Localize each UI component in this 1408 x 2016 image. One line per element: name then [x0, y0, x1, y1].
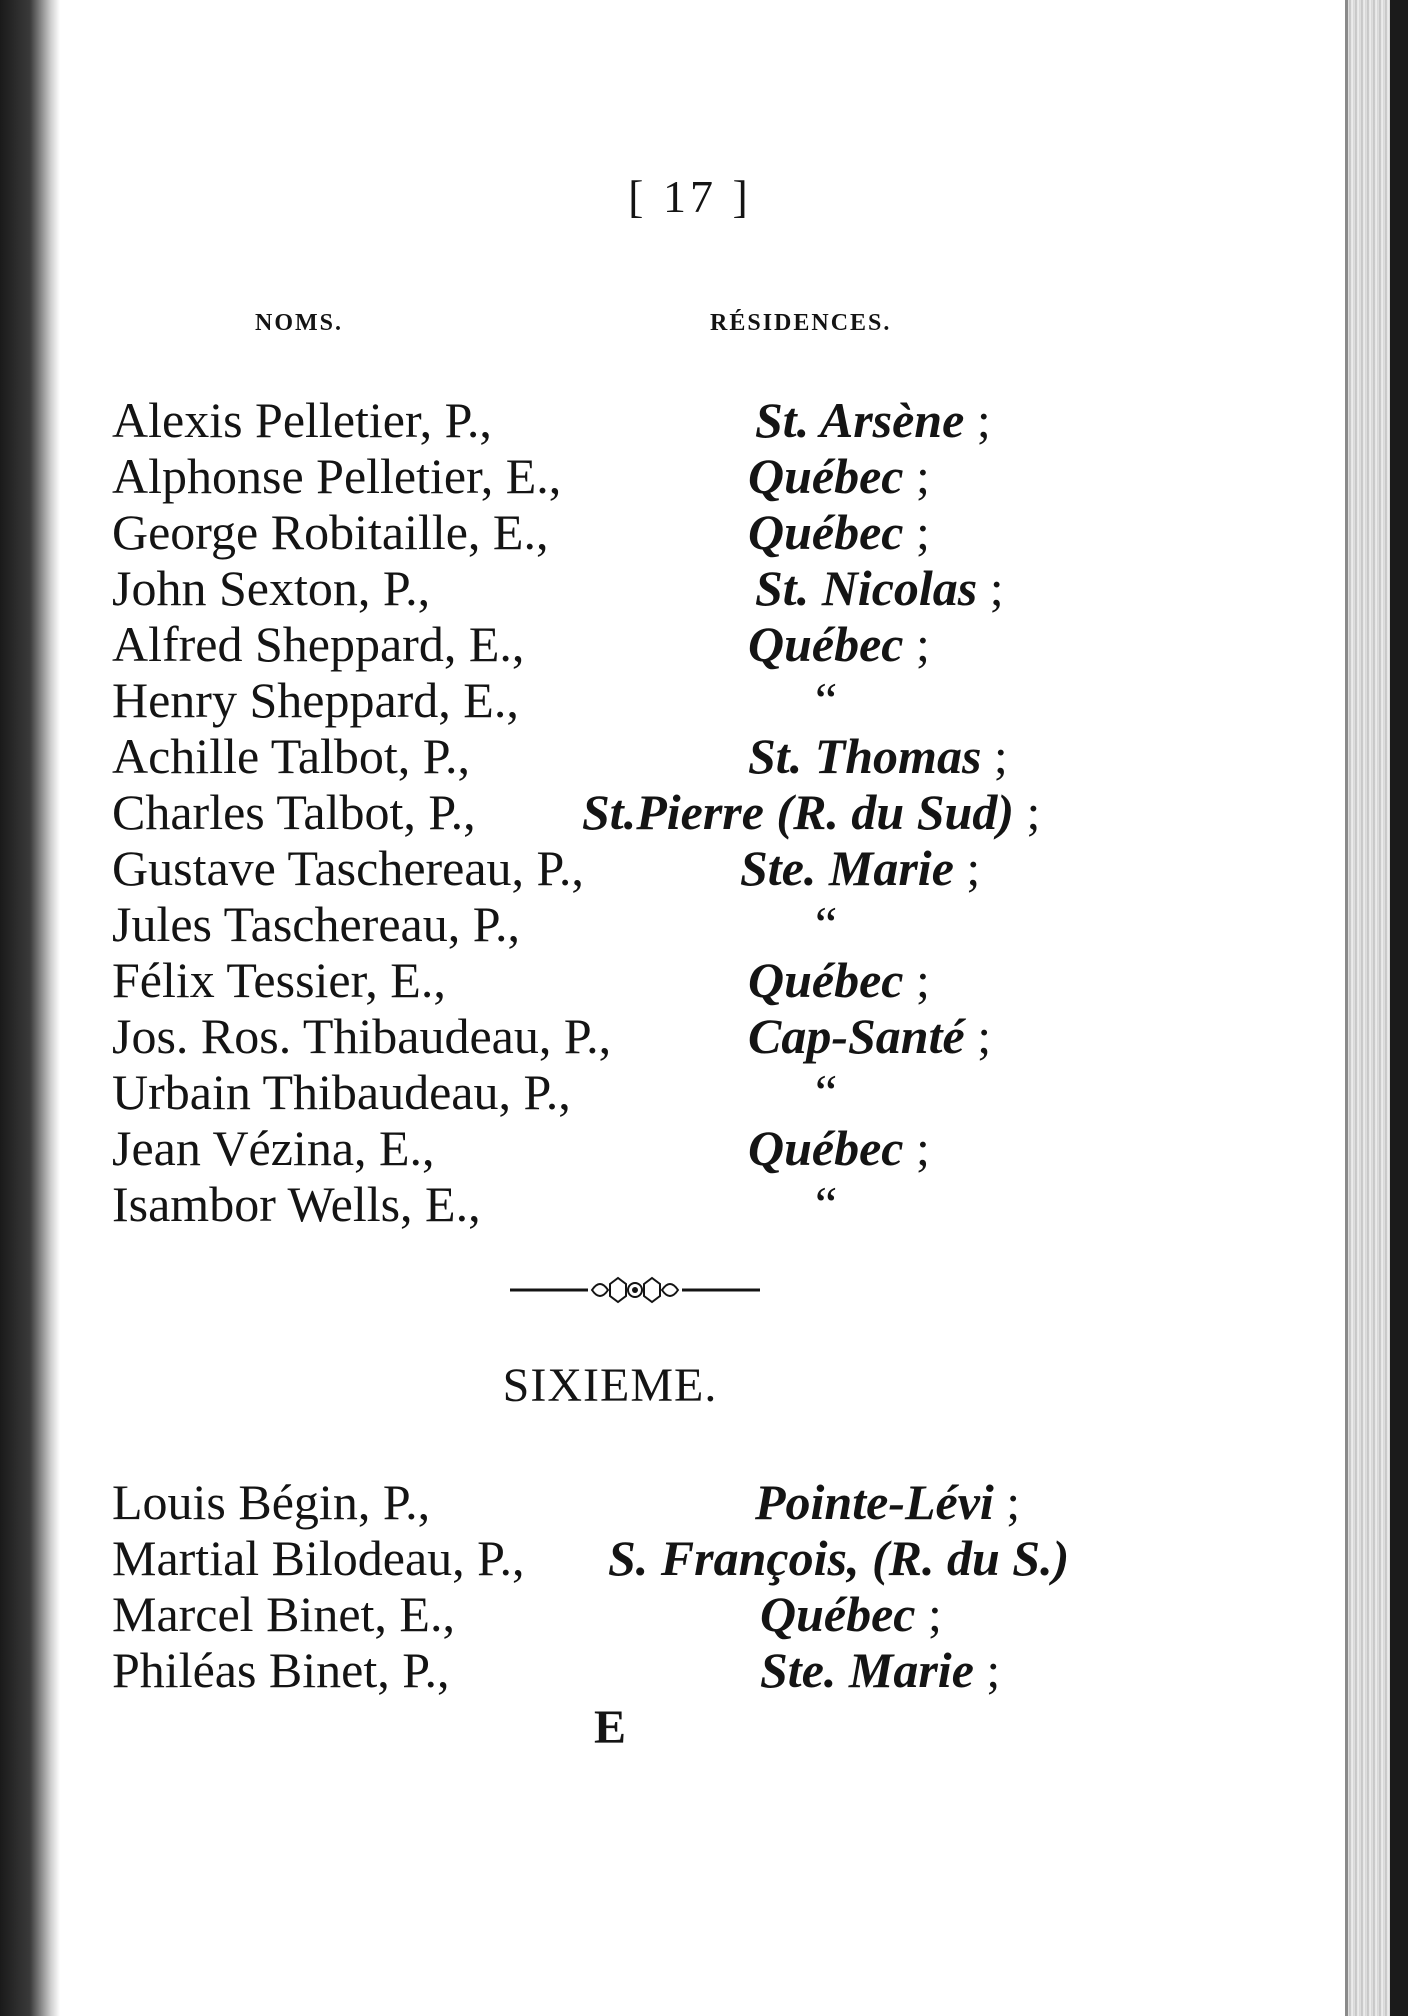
entry-residence: S. François, (R. du S.): [608, 1530, 1070, 1586]
names-column-header: NOMS.: [255, 310, 343, 336]
entry-name: Alexis Pelletier, P.,: [112, 392, 492, 448]
signature-mark: E: [593, 1701, 626, 1754]
entry-name: Isambor Wells, E.,: [112, 1176, 481, 1232]
list-item: [60, 1474, 1345, 1530]
entry-name: Alphonse Pelletier, E.,: [112, 448, 562, 504]
entry-residence: Pointe-Lévi ;: [755, 1474, 1021, 1530]
entry-name: Louis Bégin, P.,: [112, 1474, 431, 1530]
book-spine-shadow: [0, 0, 60, 2016]
entry-name: Félix Tessier, E.,: [112, 952, 446, 1008]
list-item: [60, 896, 1345, 952]
entry-residence: St. Thomas ;: [748, 728, 1008, 784]
list-item: [60, 1008, 1345, 1064]
list-item: [60, 560, 1345, 616]
entry-name: Martial Bilodeau, P.,: [112, 1530, 525, 1586]
entry-residence: St. Nicolas ;: [755, 560, 1004, 616]
entry-residence: Québec ;: [760, 1586, 942, 1642]
list-item: [60, 728, 1345, 784]
list-item: [60, 504, 1345, 560]
entry-name: Jules Taschereau, P.,: [112, 896, 520, 952]
list-item: [60, 840, 1345, 896]
entry-name: Marcel Binet, E.,: [112, 1586, 455, 1642]
entry-residence: Ste. Marie ;: [740, 840, 981, 896]
list-item: [60, 1530, 1345, 1586]
entry-residence: Cap-Santé ;: [748, 1008, 992, 1064]
list-item: [60, 672, 1345, 728]
entry-name: George Robitaille, E.,: [112, 504, 549, 560]
entry-residence: Québec ;: [748, 1120, 930, 1176]
list-item: [60, 392, 1345, 448]
entry-name: Charles Talbot, P.,: [112, 784, 476, 840]
ditto-mark: “: [815, 672, 838, 728]
entry-residence: St. Arsène ;: [755, 392, 991, 448]
list-item: [60, 1064, 1345, 1120]
entry-residence: St.Pierre (R. du Sud) ;: [582, 784, 1041, 840]
entry-name: Alfred Sheppard, E.,: [112, 616, 525, 672]
ditto-mark: “: [815, 1176, 838, 1232]
entry-residence: Québec ;: [748, 952, 930, 1008]
entry-residence: Québec ;: [748, 504, 930, 560]
entry-name: Philéas Binet, P.,: [112, 1642, 450, 1698]
list-item: [60, 952, 1345, 1008]
ornament-divider-icon: [510, 1270, 760, 1310]
list-item: [60, 1586, 1345, 1642]
residences-column-header: RÉSIDENCES.: [710, 310, 892, 336]
entry-residence: Québec ;: [748, 616, 930, 672]
list-item: [60, 1120, 1345, 1176]
entry-name: Urbain Thibaudeau, P.,: [112, 1064, 571, 1120]
page-number: [ 17 ]: [628, 171, 752, 222]
entry-residence: Ste. Marie ;: [760, 1642, 1001, 1698]
section-title: SIXIEME.: [502, 1359, 718, 1412]
entry-name: Jos. Ros. Thibaudeau, P.,: [112, 1008, 612, 1064]
ditto-mark: “: [815, 896, 838, 952]
list-item: [60, 1176, 1345, 1232]
ditto-mark: “: [815, 1064, 838, 1120]
list-item: [60, 616, 1345, 672]
list-item: [60, 784, 1345, 840]
entry-name: Henry Sheppard, E.,: [112, 672, 519, 728]
entry-name: Achille Talbot, P.,: [112, 728, 471, 784]
list-item: [60, 1642, 1345, 1698]
list-item: [60, 448, 1345, 504]
book-page: [60, 0, 1345, 2016]
entry-name: John Sexton, P.,: [112, 560, 431, 616]
entry-name: Jean Vézina, E.,: [112, 1120, 435, 1176]
entry-name: Gustave Taschereau, P.,: [112, 840, 584, 896]
entry-residence: Québec ;: [748, 448, 930, 504]
edge-shadow: [1390, 0, 1408, 2016]
